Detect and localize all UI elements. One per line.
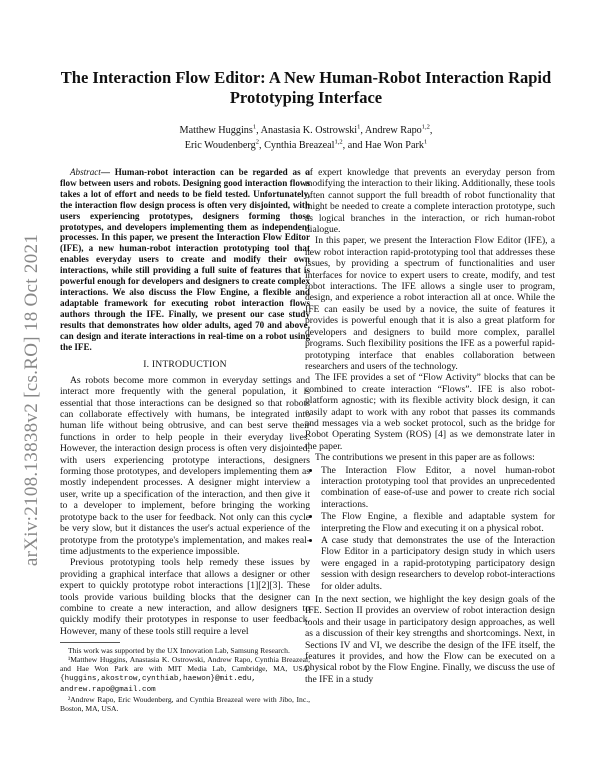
author-name: and Hae Won Park — [347, 140, 424, 151]
affiliation-mark: 1,2 — [421, 123, 430, 131]
author-name: Matthew Huggins — [179, 125, 253, 136]
contribution-list — [305, 465, 555, 592]
list-item: • A case study that demonstrates the use of the Interaction Flow Editor in a participatory design study in which users were engaged in a rapid-prototyping participatory design session with design researchers to develop robot-interactions for older adults. — [321, 535, 555, 592]
arxiv-stamp — [12, 190, 52, 610]
affiliation-mark: 1 — [357, 123, 361, 131]
affiliation-mark: 1 — [423, 138, 428, 146]
body-paragraph: In the next section, we highlight the key design goals of the IFE. Section II provides an overview of robot interaction design tools and their usage in participatory design approaches, as well as a discussion of their key strengths and shortcomings. Next, in Sections IV and VI, we describe the design of the IFE itself, the features it provides, and how the Flow can be executed on a physical robot by the Flow Engine. Finally, we discuss the use of the IFE in a study — [305, 594, 555, 685]
affiliation-footnote-2: ²Andrew Rapo, Eric Woudenberg, and Cynthia Breazeal were with Jibo, Inc., Boston, MA, USA. — [60, 695, 310, 714]
abstract-text: — Human-robot interaction can be regarded as a flow between users and robots. Designing good interaction flows takes a lot of effort and needs to be field tested. Unfortunately, the interaction flow design process is often very disjointed, with users experiencing prototypes, designers forming those prototypes, and developers implementing them as independent processes. In this paper, we present the Interaction Flow Editor (IFE), a new human-robot interaction prototyping tool that enables everyday users to create and modify their own interactions, while still providing a full suite of features that is powerful enough for developers and designers to create complex interactions. We also discuss the Flow Engine, a flexible and adaptable framework for executing robot interaction flows authors through the IFE. Finally, we present our case study results that demonstrates how older adults, aged 70 and above, can design and iterate interactions in real-time on a robot using the IFE. — [60, 167, 310, 352]
footnotes — [60, 646, 310, 713]
arxiv-identifier: arXiv:2108.13838v2 [cs.RO] 18 Oct 2021 — [21, 233, 42, 567]
section-heading-introduction: I. INTRODUCTION — [143, 359, 227, 371]
affiliation-mark: 1 — [252, 123, 257, 131]
abstract-label: Abstract — [70, 167, 101, 177]
body-paragraph: As robots become more common in everyday settings and interact more frequently with the general population, it is essential that those interactions can be designed so that robots can collaborate effectively with humans, be integrated into human life without being obtrusive, and can best serve their functions in order to help people in their everyday lives. However, the interaction design process is often very disjointed, with users experiencing prototype interactions, designers forming those prototypes, and developers implementing them as mostly independent processes. A designer might interview a user, write up a specification of the interaction, and then give it to a developer to implement, before bringing the working prototype back to the user for feedback. Not only can this cycle be very slow, but it distances the user's actual experience of the prototype from the prototype's implementation, and makes real-time adjustments to the experience impossible. — [60, 374, 310, 557]
affiliation-footnote-1 — [60, 655, 310, 695]
affiliation-mark: 1,2 — [334, 138, 343, 146]
body-paragraph: The contributions we present in this paper are as follows: — [315, 452, 535, 464]
author-name: Cynthia Breazeal — [264, 140, 335, 151]
author-line-2: Eric Woudenberg$^2$, Cynthia Breazeal$^{1,2}$, and Hae Won Park$^1$ — [184, 138, 428, 151]
abstract — [60, 167, 310, 352]
funding-footnote: This work was supported by the UX Innovation Lab, Samsung Research. — [68, 646, 290, 656]
affiliation-footnote-1-text: ¹Matthew Huggins, Anastasia K. Ostrowski, Andrew Rapo, Cynthia Breazeal, and Hae Won Park are with MIT Media Lab, Cambridge, MA, USA. — [60, 655, 310, 674]
author-line-1: Matthew Huggins$^1$, Anastasia K. Ostrowski$^1$, Andrew Rapo$^{1,2}$, — [179, 123, 433, 136]
body-paragraph: of expert knowledge that prevents an everyday person from modifying the interaction to their liking. Additionally, these tools often cannot support the full breadth of robot functionality that might be needed to create a complete interaction prototype, such as logical branches in the interaction, or rich human-robot dialogue. — [305, 167, 555, 236]
paper-title: The Interaction Flow Editor: A New Human-Robot Interaction Rapid Prototyping Interface — [60, 68, 552, 107]
list-item: • The Interaction Flow Editor, a novel human-robot interaction prototyping tool that provides an unprecedented combination of ease-of-use and power to create rich social interactions. — [321, 465, 555, 511]
body-paragraph: In this paper, we present the Interaction Flow Editor (IFE), a new robot interaction rapid-prototyping tool that addresses these issues, by providing a spectrum of functionalities and user interfaces for novice to expert users to create, modify, and test robot interactions. The IFE allows a single user to program, design, and experience a robot interaction all at once. While the IFE can easily be used by a novice, the suite of features it provides is powerful enough that it is also a great platform for developers and designers to build more complex, parallel programs. Such flexibility positions the IFE as a powerful rapid-prototyping interface that enables collaboration between researchers and users of the technology. — [305, 235, 555, 372]
footnote-rule — [60, 642, 120, 643]
body-paragraph: The IFE provides a set of “Flow Activity” blocks that can be combined to create interaction “Flows”. IFE is also robot-platform agnostic; with its flexible activity block design, it can easily adapt to work with any robot that passes its commands and messages via a web socket protocol, such as the bridge for Robot Operating System (ROS) [4] as we demonstrate later in the paper. — [305, 372, 555, 452]
list-item: • The Flow Engine, a flexible and adaptable system for interpreting the Flow and executing it on a physical robot. — [321, 511, 555, 534]
author-list — [60, 123, 552, 153]
author-name: Anastasia K. Ostrowski — [260, 125, 358, 136]
author-emails: {huggins,akostrow,cynthiab,haewon}@mit.edu, andrew.rapo@gmail.com — [60, 675, 256, 695]
left-column — [60, 167, 310, 713]
affiliation-mark: 2 — [255, 138, 259, 146]
body-paragraph: Previous prototyping tools help remedy these issues by providing a graphical interface that allows a designer or other expert to quickly prototype robot interactions [1][2][3]. These tools provide various building blocks that the designer can combine to create a new interaction, and allow designers to quickly modify their prototypes in response to user feedback. However, many of these tools still require a level — [60, 557, 310, 637]
author-name: Eric Woudenberg — [184, 140, 256, 151]
author-name: Andrew Rapo — [364, 125, 422, 136]
right-column — [305, 167, 555, 685]
